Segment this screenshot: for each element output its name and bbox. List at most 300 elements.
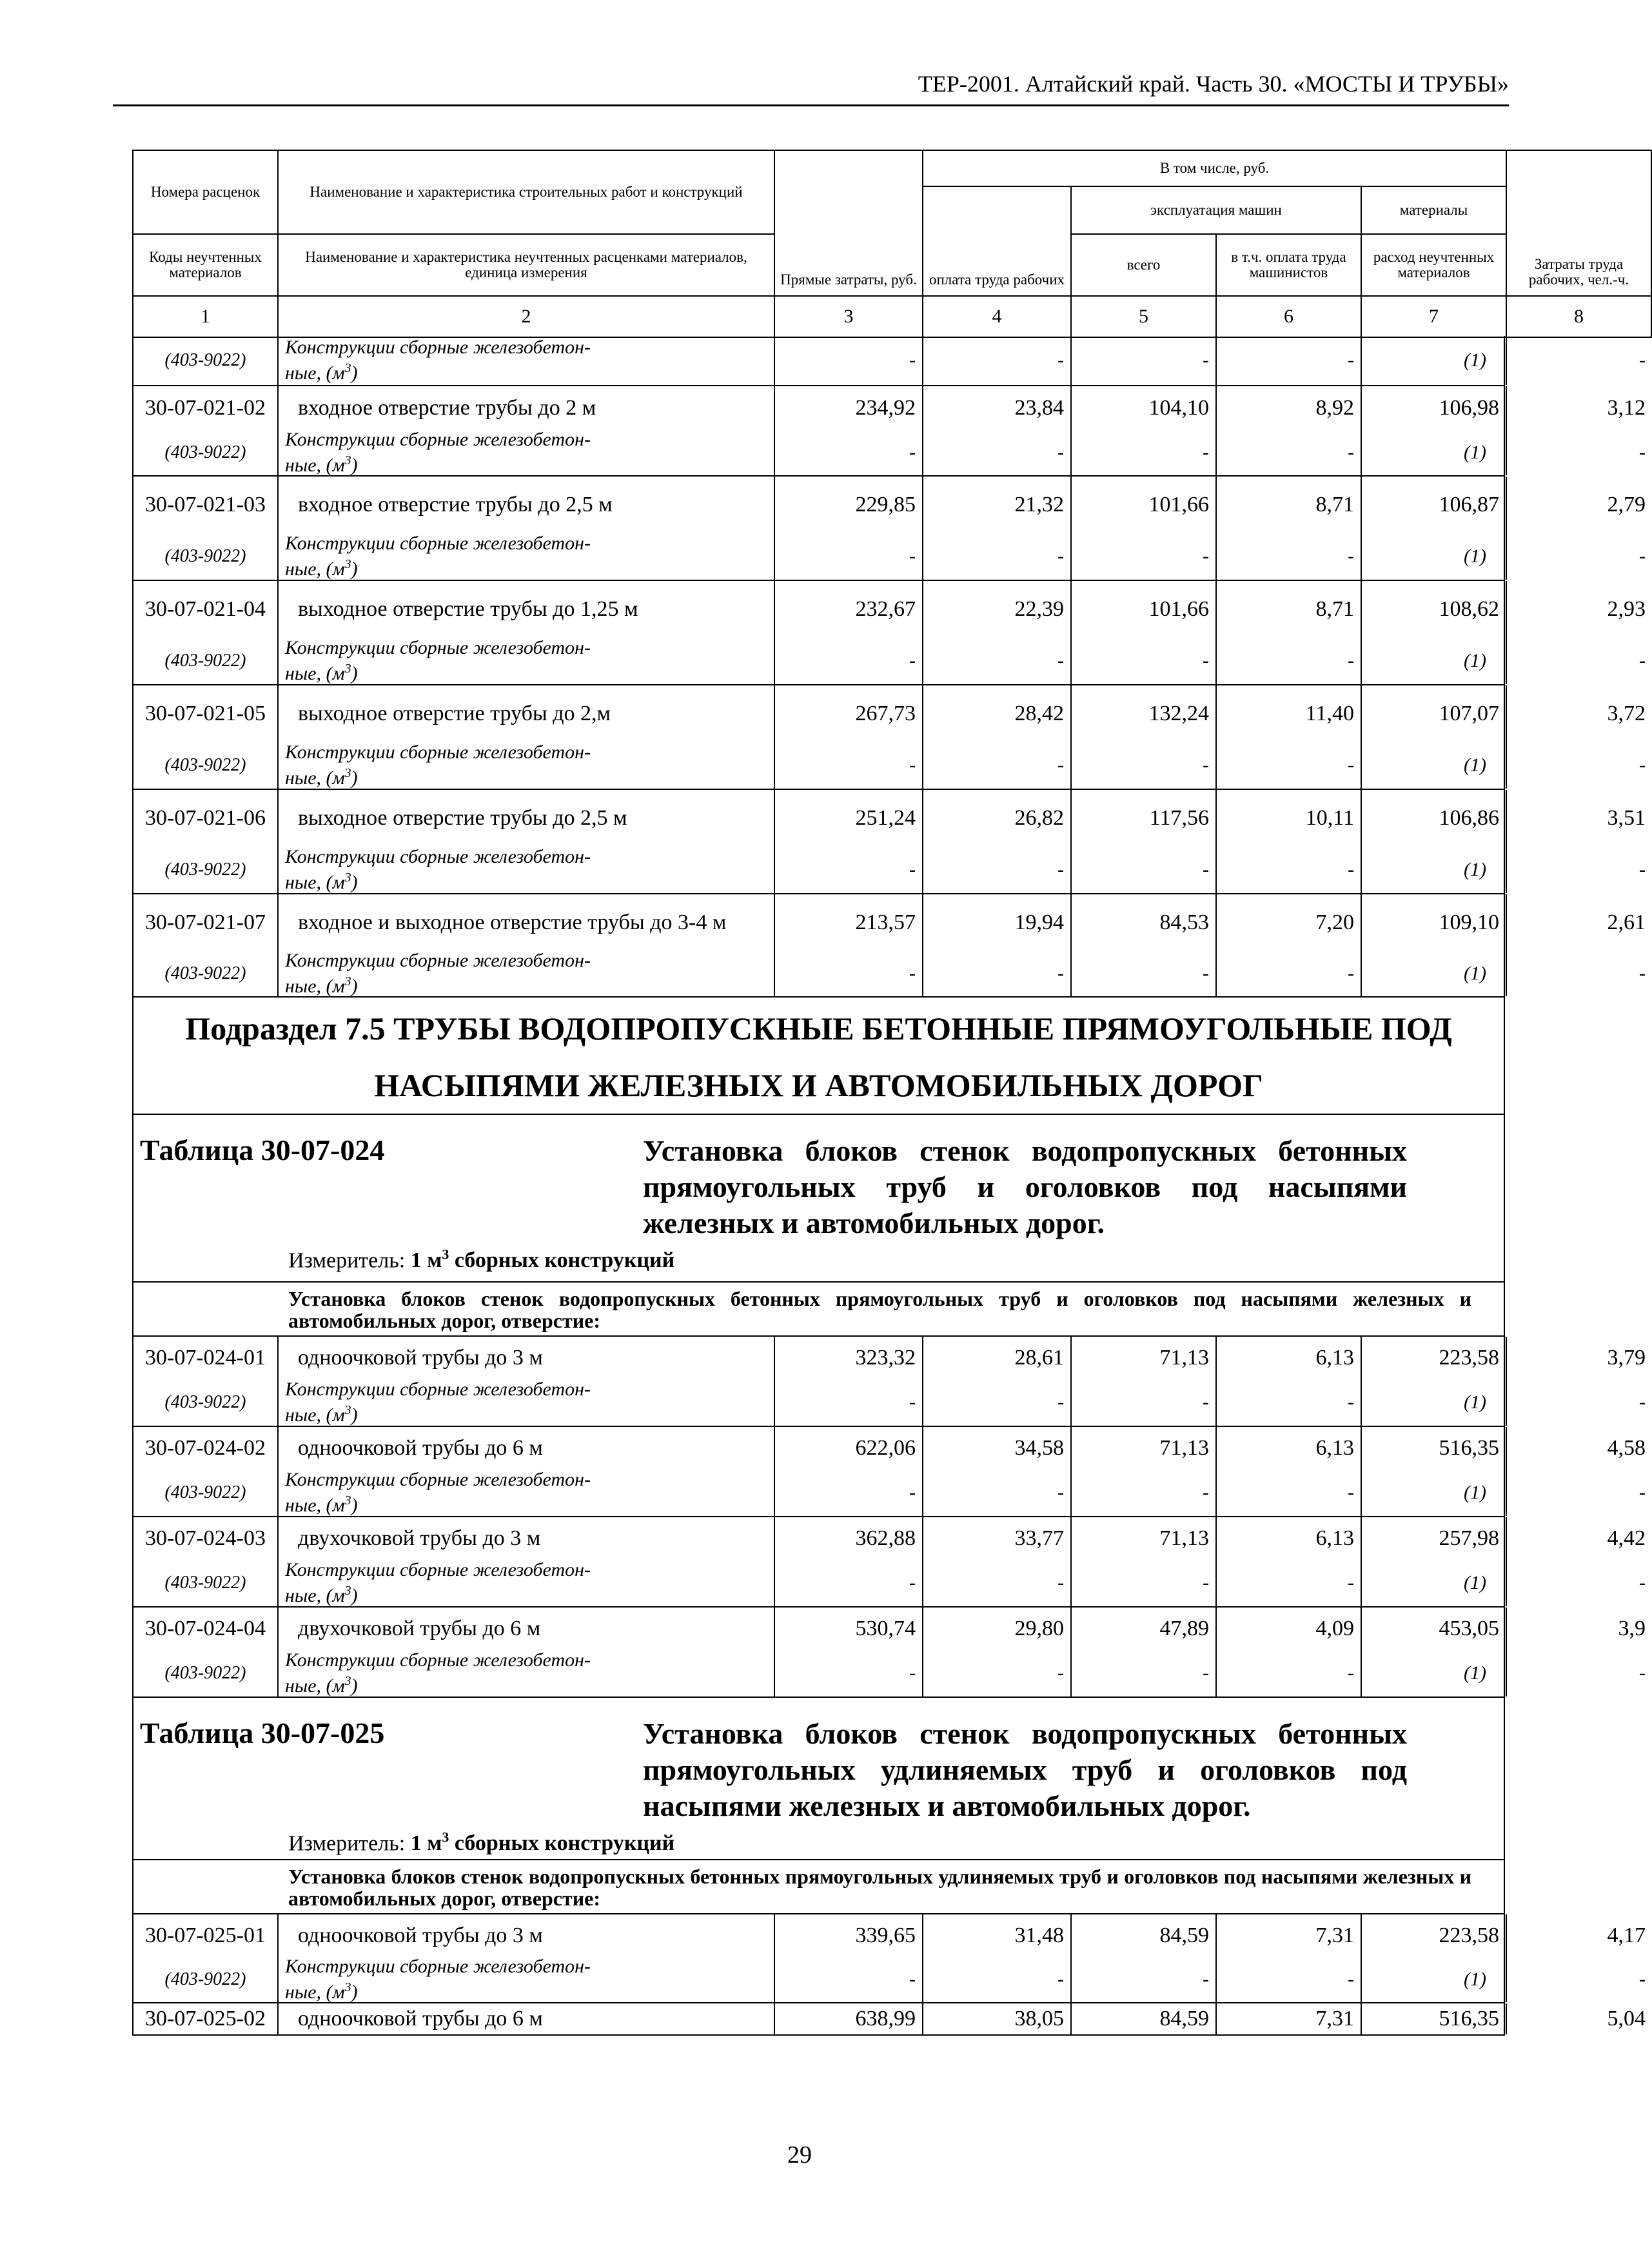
material-value: -	[1203, 1392, 1209, 1413]
material-name-text	[285, 533, 591, 580]
table-number: Таблица 30-07-024	[140, 1134, 385, 1166]
material-name-text	[285, 1379, 591, 1426]
rate-value: 453,05	[1439, 1617, 1499, 1640]
machines-header: эксплуатация машин	[1071, 186, 1361, 234]
value-cell	[1507, 1914, 1652, 2002]
material-name-part: ные, (м	[285, 1495, 345, 1516]
material-value: -	[1057, 650, 1064, 671]
rate-code-cell	[133, 477, 279, 580]
material-name-part: Конструкции сборные железобетон-	[285, 533, 591, 554]
material-value: -	[1057, 1662, 1064, 1684]
value-cell	[1217, 581, 1362, 684]
material-value: -	[1639, 650, 1646, 671]
material-name	[279, 336, 774, 385]
rate-name-cell	[279, 2003, 775, 2034]
rate-name: выходное отверстие трубы до 2,м	[298, 702, 611, 725]
rate-row	[133, 477, 1646, 581]
material-name-part: )	[351, 362, 358, 384]
rate-value: 213,57	[855, 910, 916, 934]
material-value: -	[1639, 1482, 1646, 1503]
rate-row	[133, 1608, 1646, 1698]
material-value: -	[1203, 1969, 1209, 1990]
rate-name-cell	[279, 386, 775, 475]
measure-exponent: 3	[442, 1829, 449, 1845]
material-value: -	[1057, 1482, 1064, 1503]
material-value: -	[909, 650, 916, 671]
material-value: -	[1639, 754, 1646, 776]
rate-value: 38,05	[1014, 2007, 1064, 2031]
rate-value: 106,86	[1439, 806, 1499, 830]
material-value: -	[1057, 442, 1064, 463]
rate-code: 30-07-024-04	[145, 1617, 266, 1640]
value-cell	[1072, 1914, 1217, 2002]
group-heading: Установка блоков стенок водопропускных бетонных прямоугольных удлиняемых труб и оголовков под насыпями железных и автомобильных дорог, отверстие:	[133, 1860, 1504, 1914]
subsection-line: НАСЫПЯМИ ЖЕЛЕЗНЫХ И АВТОМОБИЛЬНЫХ ДОРОГ	[374, 1067, 1263, 1103]
value-cell	[1217, 1608, 1362, 1697]
value-cell	[923, 336, 1072, 385]
rate-code-cell	[133, 790, 279, 893]
value-cell	[1072, 2003, 1217, 2034]
material-value: -	[1348, 442, 1354, 463]
rate-name-cell	[279, 1914, 775, 2002]
group-heading: Установка блоков стенок водопропускных бетонных прямоугольных труб и оголовков под насыпями железных и автомобильных дорог, отверстие:	[133, 1283, 1504, 1337]
material-value: -	[1639, 859, 1646, 880]
value-cell	[923, 477, 1072, 580]
rate-value: 3,9	[1618, 1617, 1646, 1640]
rate-code-cell	[133, 1517, 279, 1606]
material-name	[279, 430, 774, 475]
value-cell	[775, 336, 923, 385]
material-value: -	[1203, 963, 1209, 984]
material-name	[279, 1560, 774, 1606]
material-name	[279, 1650, 774, 1697]
value-cell	[1507, 336, 1652, 385]
subsection-line: Подраздел 7.5 ТРУБЫ ВОДОПРОПУСКНЫЕ БЕТОННЫЕ ПРЯМОУГОЛЬНЫЕ ПОД	[185, 1010, 1452, 1047]
measure-value	[411, 1831, 675, 1855]
material-value: (1)	[1464, 349, 1486, 371]
measure-unit	[288, 1241, 1504, 1275]
material-value: -	[1057, 754, 1064, 776]
material-name-part: ные, (м	[285, 976, 345, 997]
table-caption-block	[133, 1698, 1504, 1860]
rate-value: 2,79	[1607, 493, 1646, 516]
material-value: -	[1348, 1482, 1354, 1503]
material-value: -	[1057, 1572, 1064, 1593]
value-cell	[1362, 894, 1507, 996]
material-unit-exponent: 3	[344, 870, 351, 885]
material-value: -	[909, 1662, 916, 1684]
value-cell	[923, 1914, 1072, 2002]
value-cell	[1362, 477, 1507, 580]
value-cell	[1217, 790, 1362, 893]
value-cell	[1217, 2003, 1362, 2034]
rate-name: одноочковой трубы до 6 м	[298, 1436, 543, 1460]
rate-value: 109,10	[1439, 910, 1499, 934]
material-name-part: Конструкции сборные железобетон-	[285, 637, 591, 658]
col1-bottom-header: Коды неучтенных материалов	[133, 234, 278, 296]
material-name-part: )	[351, 1495, 358, 1516]
rate-value: 21,32	[1014, 493, 1064, 516]
rate-code: 30-07-025-01	[145, 1923, 266, 1947]
value-cell	[1507, 386, 1652, 475]
value-cell	[1362, 1517, 1507, 1606]
value-cell	[1217, 1517, 1362, 1606]
rate-value: 31,48	[1014, 1923, 1064, 1947]
material-code-cell	[133, 336, 279, 385]
material-name	[279, 847, 774, 893]
rate-code: 30-07-021-02	[145, 396, 266, 420]
rate-code-cell	[133, 581, 279, 684]
value-cell	[923, 894, 1072, 996]
value-cell	[1507, 581, 1652, 684]
measure-value-part: сборных конструкций	[449, 1248, 675, 1273]
measure-exponent: 3	[442, 1246, 449, 1263]
material-name-text	[285, 1956, 591, 2003]
material-value: (1)	[1464, 1662, 1486, 1684]
material-value: -	[909, 1969, 916, 1990]
rate-name-cell	[279, 581, 775, 684]
rate-value: 3,51	[1607, 806, 1646, 830]
material-name-part: ные, (м	[285, 1982, 345, 2003]
rate-value: 29,80	[1014, 1617, 1064, 1640]
material-unit-exponent: 3	[344, 1584, 351, 1598]
material-unit-exponent: 3	[344, 1980, 351, 1994]
rate-row	[133, 1427, 1646, 1517]
rate-value: 34,58	[1014, 1436, 1064, 1460]
material-name-part: Конструкции сборные железобетон-	[285, 429, 591, 450]
material-code: (403-9022)	[164, 1969, 246, 1989]
material-value: (1)	[1464, 859, 1486, 880]
material-unit-exponent: 3	[344, 662, 351, 676]
rate-value: 4,42	[1607, 1526, 1646, 1550]
material-name-part: )	[351, 558, 358, 580]
value-cell	[1362, 1427, 1507, 1516]
material-name-part: )	[351, 872, 358, 893]
rate-row	[133, 1914, 1646, 2003]
rate-value: 3,12	[1607, 396, 1646, 420]
value-cell	[775, 1517, 923, 1606]
rate-row	[133, 1517, 1646, 1608]
column-number: 6	[1216, 296, 1361, 337]
material-name-text	[285, 950, 591, 997]
table-number: Таблица 30-07-025	[140, 1716, 385, 1749]
table-title: Установка блоков стенок водопропускных бетонных прямоугольных труб и оголовков под насыпями железных и автомобильных дорог.	[643, 1134, 1407, 1239]
rate-value: 229,85	[855, 493, 916, 516]
material-name-part: Конструкции сборные железобетон-	[285, 1956, 591, 1977]
rate-name-cell	[279, 790, 775, 893]
rate-name-cell	[279, 894, 775, 996]
rate-code-cell	[133, 1914, 279, 2002]
material-value: -	[1203, 442, 1209, 463]
material-unit-exponent: 3	[344, 361, 351, 375]
value-cell	[1072, 685, 1217, 789]
rate-code-cell	[133, 685, 279, 789]
rate-value: 8,71	[1315, 597, 1354, 621]
rate-code-cell	[133, 2003, 279, 2034]
rate-code: 30-07-021-03	[145, 493, 266, 516]
value-cell	[1362, 1608, 1507, 1697]
rate-name: входное и выходное отверстие трубы до 3-4 м	[298, 910, 727, 934]
rate-name: входное отверстие трубы до 2 м	[298, 396, 596, 420]
value-cell	[1362, 1914, 1507, 2002]
measure-unit	[288, 1824, 1504, 1858]
material-code: (403-9022)	[164, 755, 246, 775]
rate-code: 30-07-024-01	[145, 1346, 266, 1370]
rate-value: 10,11	[1305, 806, 1354, 830]
rate-value: 104,10	[1148, 396, 1209, 420]
material-value: -	[1203, 1662, 1209, 1684]
rate-row	[133, 894, 1646, 998]
rate-value: 71,13	[1159, 1526, 1209, 1550]
value-cell	[1362, 1337, 1507, 1426]
material-name-part: )	[351, 767, 358, 789]
rate-name-cell	[279, 1517, 775, 1606]
material-value: -	[909, 349, 916, 371]
material-value: (1)	[1464, 1392, 1486, 1413]
rate-code: 30-07-024-02	[145, 1436, 266, 1460]
value-cell	[923, 1517, 1072, 1606]
value-cell	[1072, 790, 1217, 893]
column-number: 7	[1361, 296, 1506, 337]
material-value: -	[1639, 349, 1646, 371]
value-cell	[1072, 1337, 1217, 1426]
material-value: -	[909, 754, 916, 776]
col8-header: Затраты труда рабочих, чел.-ч.	[1506, 150, 1651, 296]
material-value: -	[1203, 349, 1209, 371]
material-name	[279, 1470, 774, 1516]
value-cell	[1072, 336, 1217, 385]
material-value: -	[1639, 963, 1646, 984]
material-value: -	[1348, 963, 1354, 984]
col2-bottom-header: Наименование и характеристика неучтенных расценками материалов, единица измерения	[278, 234, 774, 296]
rate-value: 234,92	[855, 396, 916, 420]
value-cell	[923, 1337, 1072, 1426]
material-name-part: ные, (м	[285, 872, 345, 893]
material-name-part: )	[351, 455, 358, 476]
rate-value: 622,06	[855, 1436, 916, 1460]
including-header: В том числе, руб.	[923, 150, 1506, 186]
col1-top-header: Номера расценок	[133, 150, 278, 234]
rate-name: выходное отверстие трубы до 2,5 м	[298, 806, 627, 830]
material-name-part: Конструкции сборные железобетон-	[285, 950, 591, 971]
value-cell	[1217, 1337, 1362, 1426]
value-cell	[1217, 894, 1362, 996]
material-name-part: )	[351, 976, 358, 997]
rate-name-cell	[279, 1608, 775, 1697]
material-unit-exponent: 3	[344, 974, 351, 988]
material-name-part: ные, (м	[285, 1675, 345, 1697]
rate-value: 101,66	[1148, 493, 1209, 516]
material-name-part: ные, (м	[285, 455, 345, 476]
rate-code: 30-07-021-06	[145, 806, 266, 830]
rate-code: 30-07-021-07	[145, 910, 266, 934]
rate-row	[133, 2003, 1646, 2034]
rate-value: 2,61	[1607, 910, 1646, 934]
col4-header: оплата труда рабочих	[923, 186, 1071, 296]
rate-name-cell	[279, 477, 775, 580]
value-cell	[923, 581, 1072, 684]
rate-value: 2,93	[1607, 597, 1646, 621]
value-cell	[923, 2003, 1072, 2034]
rate-value: 516,35	[1439, 1436, 1499, 1460]
material-value: -	[1639, 1572, 1646, 1593]
material-value: -	[1348, 349, 1354, 371]
column-number: 4	[923, 296, 1071, 337]
value-cell	[923, 685, 1072, 789]
rate-value: 28,42	[1014, 702, 1064, 725]
rate-value: 101,66	[1148, 597, 1209, 621]
material-value: -	[909, 1482, 916, 1503]
measure-label: Измеритель:	[288, 1831, 411, 1856]
value-cell	[1507, 477, 1652, 580]
material-value: -	[1203, 1482, 1209, 1503]
rate-value: 106,98	[1439, 396, 1499, 420]
material-name-part: )	[351, 1982, 358, 2003]
page-number: 29	[787, 2141, 812, 2169]
table-body	[132, 336, 1646, 2036]
material-unit-exponent: 3	[344, 766, 351, 780]
rate-value: 84,53	[1159, 910, 1209, 934]
rate-value: 4,09	[1315, 1617, 1354, 1640]
material-name-part: Конструкции сборные железобетон-	[285, 1559, 591, 1580]
rate-value: 223,58	[1439, 1346, 1499, 1370]
value-cell	[1362, 336, 1507, 385]
running-header: ТЕР-2001. Алтайский край. Часть 30. «МОСТЫ И ТРУБЫ»	[113, 63, 1509, 106]
col3-header: Прямые затраты, руб.	[774, 150, 923, 296]
material-value: -	[1348, 1662, 1354, 1684]
rate-value: 638,99	[855, 2007, 916, 2031]
rate-value: 8,92	[1315, 396, 1354, 420]
material-value: -	[1639, 1662, 1646, 1684]
rate-value: 3,72	[1607, 702, 1646, 725]
measure-value-part: сборных конструкций	[449, 1831, 675, 1856]
rate-value: 7,31	[1315, 1923, 1354, 1947]
material-name-part: Конструкции сборные железобетон-	[285, 742, 591, 763]
material-value: -	[1203, 546, 1209, 567]
material-name	[279, 951, 774, 996]
material-value: -	[909, 859, 916, 880]
material-value: -	[1348, 650, 1354, 671]
value-cell	[923, 790, 1072, 893]
col5-header: всего	[1071, 234, 1216, 296]
value-cell	[775, 477, 923, 580]
rate-name: выходное отверстие трубы до 1,25 м	[298, 597, 638, 621]
rate-value: 84,59	[1159, 2007, 1209, 2031]
material-value: (1)	[1464, 1572, 1486, 1593]
value-cell	[923, 1427, 1072, 1516]
rate-value: 106,87	[1439, 493, 1499, 516]
rate-value: 107,07	[1439, 702, 1499, 725]
material-value: (1)	[1464, 754, 1486, 776]
value-cell	[1362, 2003, 1507, 2034]
value-cell	[1217, 336, 1362, 385]
column-number: 2	[278, 296, 774, 337]
material-value: -	[909, 1572, 916, 1593]
material-value: -	[1348, 546, 1354, 567]
material-name-part: ные, (м	[285, 362, 345, 384]
rate-value: 11,40	[1305, 702, 1354, 725]
rate-code: 30-07-021-05	[145, 702, 266, 725]
rate-value: 132,24	[1148, 702, 1209, 725]
rate-value: 362,88	[855, 1526, 916, 1550]
rate-code-cell	[133, 1608, 279, 1697]
material-value: -	[1057, 963, 1064, 984]
rate-value: 108,62	[1439, 597, 1499, 621]
rate-value: 23,84	[1014, 396, 1064, 420]
rate-value: 6,13	[1315, 1436, 1354, 1460]
rate-value: 3,79	[1607, 1346, 1646, 1370]
material-value: (1)	[1464, 650, 1486, 671]
material-value: -	[1639, 1969, 1646, 1990]
value-cell	[1217, 1914, 1362, 2002]
rate-row	[133, 790, 1646, 894]
material-value: -	[1057, 546, 1064, 567]
material-code: (403-9022)	[164, 1392, 246, 1412]
material-name-part: Конструкции сборные железобетон-	[285, 1469, 591, 1490]
material-value: -	[1348, 1392, 1354, 1413]
material-code: (403-9022)	[164, 546, 246, 566]
rate-code: 30-07-024-03	[145, 1526, 266, 1550]
material-name-text	[285, 638, 591, 684]
rate-value: 516,35	[1439, 2007, 1499, 2031]
material-name-part: ные, (м	[285, 558, 345, 580]
value-cell	[1072, 581, 1217, 684]
value-cell	[775, 790, 923, 893]
rate-name: одноочковой трубы до 6 м	[298, 2007, 543, 2031]
value-cell	[1507, 1337, 1652, 1426]
material-name-part: Конструкции сборные железобетон-	[285, 337, 591, 358]
material-value: (1)	[1464, 1969, 1486, 1990]
value-cell	[775, 1914, 923, 2002]
material-value: -	[1348, 859, 1354, 880]
rate-code-cell	[133, 1337, 279, 1426]
col6-header: в т.ч. оплата труда машинистов	[1216, 234, 1361, 296]
rate-value: 323,32	[855, 1346, 916, 1370]
rate-value: 7,20	[1315, 910, 1354, 934]
material-name	[279, 1957, 774, 2002]
material-name-part: )	[351, 1585, 358, 1606]
value-cell	[1507, 894, 1652, 996]
value-cell	[1362, 386, 1507, 475]
material-value: -	[1348, 754, 1354, 776]
value-cell	[1507, 1517, 1652, 1606]
measure-value-part: 1 м	[410, 1831, 442, 1856]
material-row	[133, 336, 1646, 386]
value-cell	[1507, 790, 1652, 893]
rate-name-cell	[279, 1427, 775, 1516]
table-header	[132, 150, 1652, 338]
value-cell	[1507, 685, 1652, 789]
rate-value: 22,39	[1014, 597, 1064, 621]
material-name	[279, 533, 774, 580]
material-name-part: ные, (м	[285, 1404, 345, 1426]
subsection-heading	[133, 998, 1504, 1115]
rate-row	[133, 386, 1646, 477]
value-cell	[775, 386, 923, 475]
rate-row	[133, 685, 1646, 790]
value-cell	[1217, 477, 1362, 580]
material-value: -	[909, 546, 916, 567]
material-name-text	[285, 742, 591, 789]
rate-code-cell	[133, 894, 279, 996]
material-name-text	[285, 1650, 591, 1697]
rate-value: 4,17	[1607, 1923, 1646, 1947]
rate-value: 33,77	[1014, 1526, 1064, 1550]
material-name-part: Конструкции сборные железобетон-	[285, 1649, 591, 1671]
rate-value: 7,31	[1315, 2007, 1354, 2031]
rate-value: 26,82	[1014, 806, 1064, 830]
col7-header: расход неучтенных материалов	[1361, 234, 1506, 296]
